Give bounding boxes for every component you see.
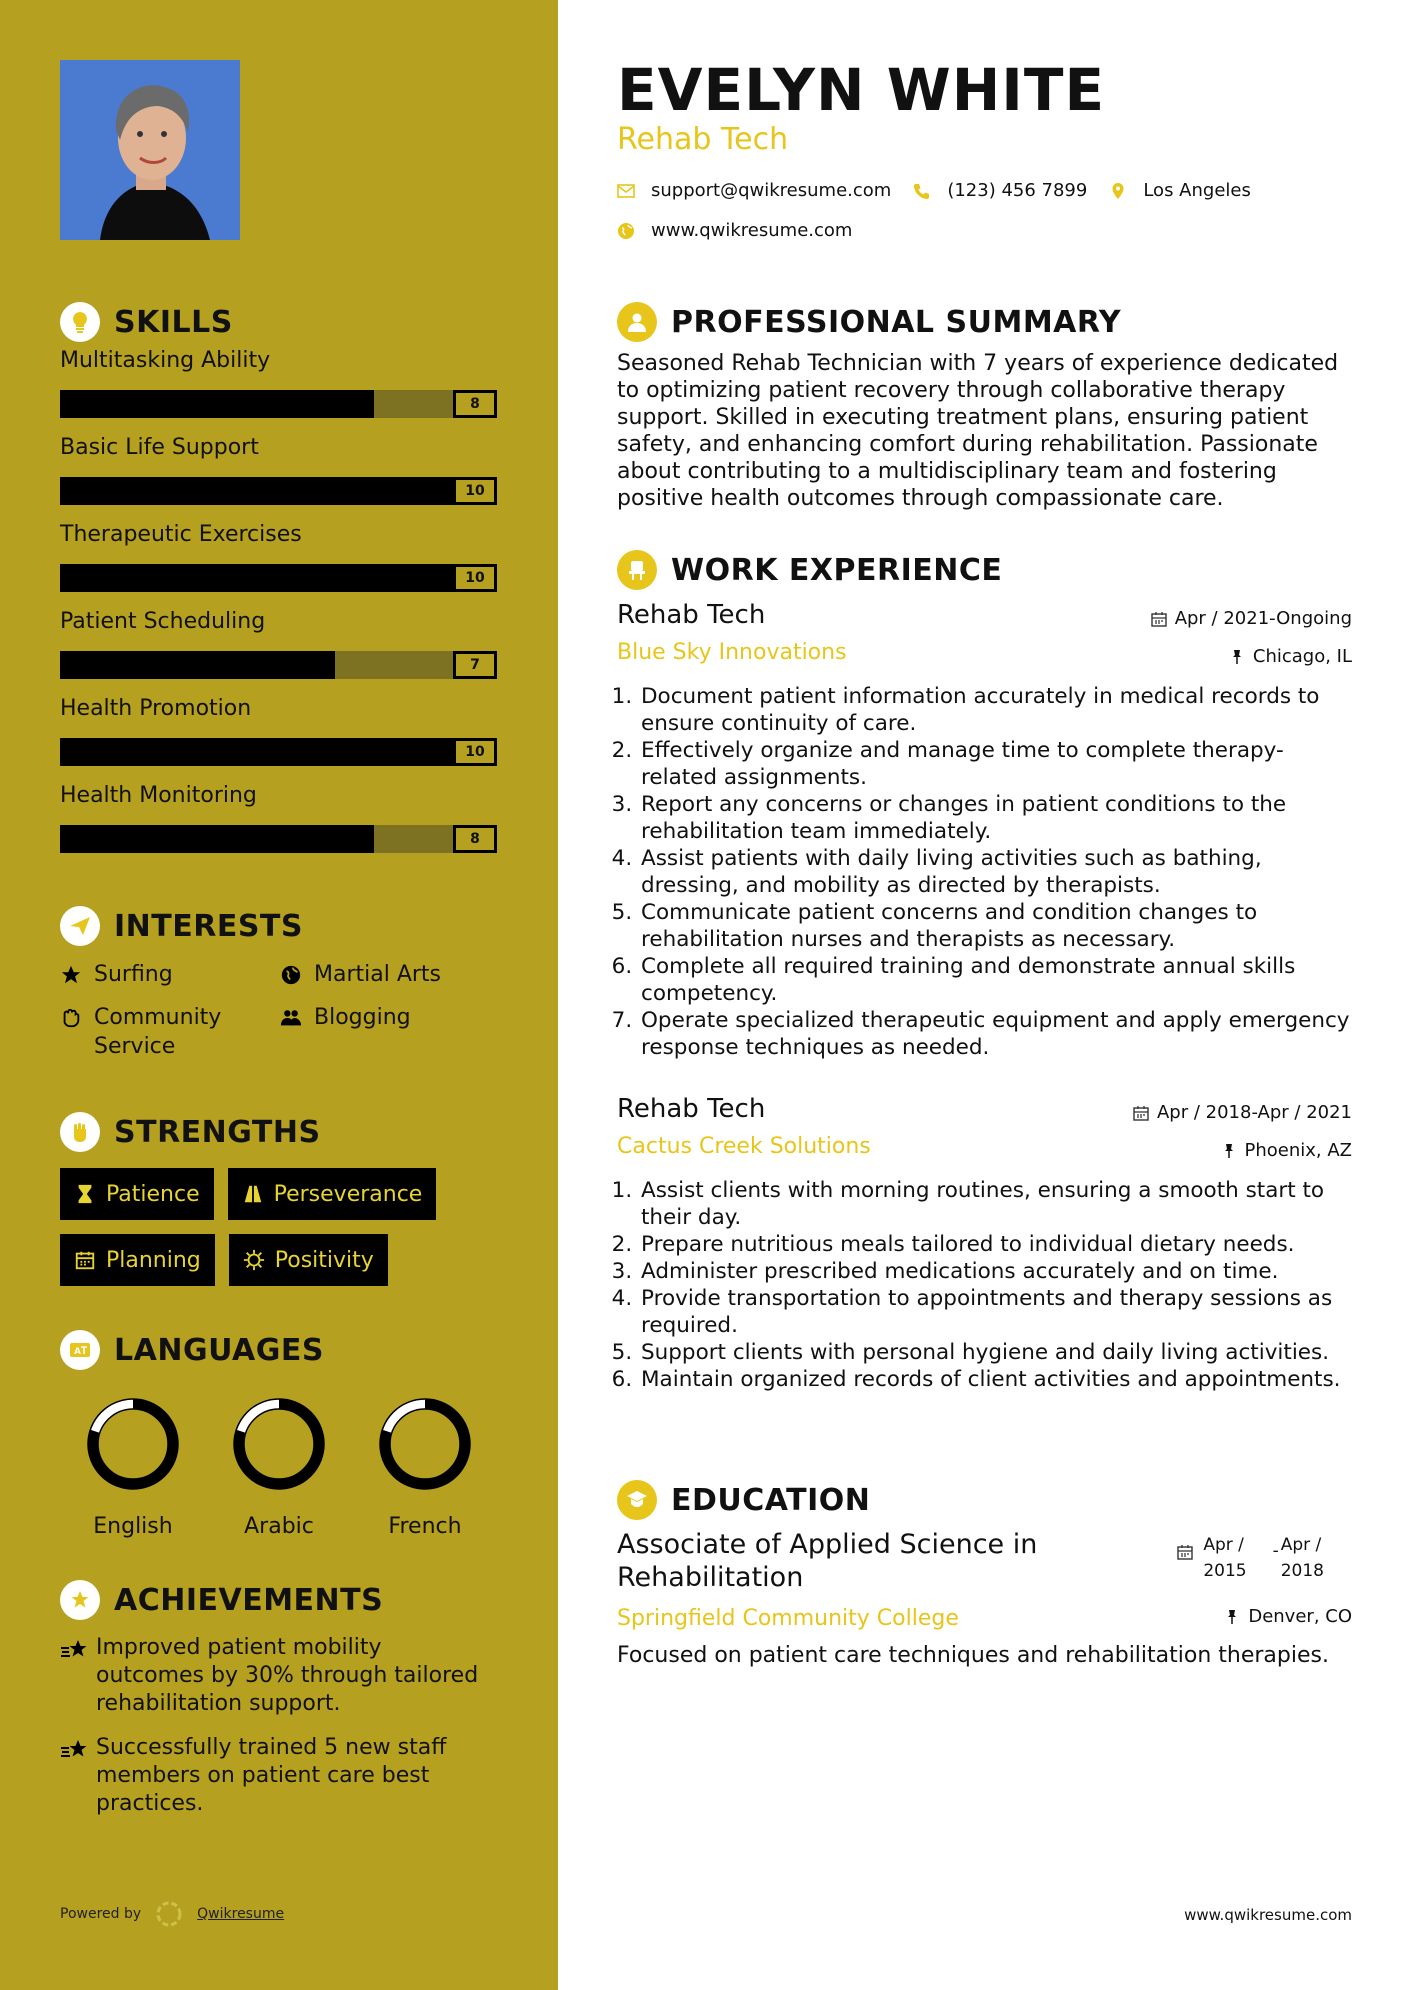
interest-label: Blogging xyxy=(314,1005,411,1030)
job-responsibilities xyxy=(617,683,1352,1061)
job-title: Rehab Tech xyxy=(617,1094,766,1124)
job-dates-text: Apr / 2018-Apr / 2021 xyxy=(1156,1102,1352,1123)
interests-list xyxy=(60,960,500,1061)
job-entry xyxy=(617,600,1352,1061)
job-dates-text: Apr / 2021-Ongoing xyxy=(1174,608,1352,629)
skills-list xyxy=(60,342,500,864)
globe-icon xyxy=(617,222,635,240)
skill-name: Basic Life Support xyxy=(60,435,259,460)
education-entry xyxy=(617,1528,1352,1668)
languages-list xyxy=(60,1396,500,1539)
achievement-text: Improved patient mobility outcomes by 30% through tailored rehabilitation support. xyxy=(96,1635,479,1716)
job-responsibilities xyxy=(617,1177,1352,1393)
achievement-item xyxy=(60,1734,500,1818)
calendar-icon xyxy=(1151,611,1167,627)
location-text: Los Angeles xyxy=(1143,180,1251,201)
language-item xyxy=(60,1396,206,1539)
job-dates xyxy=(1151,608,1352,629)
experience-title: WORK EXPERIENCE xyxy=(671,552,1003,588)
education-header xyxy=(617,1480,870,1520)
pin-icon xyxy=(1229,649,1245,665)
interest-item xyxy=(60,960,280,989)
responsibility-item: 4. Provide transportation to appointments and therapy sessions as required. xyxy=(639,1285,1352,1339)
interest-label: Surfing xyxy=(94,962,173,987)
interest-item xyxy=(60,1003,280,1061)
end-date xyxy=(1281,1532,1324,1584)
summary-title: PROFESSIONAL SUMMARY xyxy=(671,304,1122,340)
end-month: Apr / xyxy=(1280,1535,1322,1555)
powered-by-label: Powered by xyxy=(60,1906,142,1922)
summary-header xyxy=(617,302,1121,342)
hourglass-icon xyxy=(74,1183,96,1205)
skill-bar xyxy=(60,825,497,853)
interests-header xyxy=(60,906,500,946)
strength-label: Planning xyxy=(106,1247,201,1273)
envelope-icon xyxy=(617,182,635,200)
interest-label: Community Service xyxy=(94,1005,222,1059)
skill-bar-fill xyxy=(60,564,453,592)
summary-text: Seasoned Rehab Technician with 7 years of experience dedicated to optimizing patient recovery through collaborative therapy support. Skilled in executing treatment plans, ensuring patient safety, and enhancing comfort during rehabilitation. Passionate about contributing to a multidisciplinary team and fostering positive health outcomes through compassionate care. xyxy=(617,351,1339,511)
skill-bar-fill xyxy=(60,477,453,505)
job-title: Rehab Tech xyxy=(617,600,766,630)
strength-label: Perseverance xyxy=(273,1181,423,1207)
start-year: 2015 xyxy=(1203,1561,1247,1581)
sidebar xyxy=(0,0,558,1990)
language-name: Arabic xyxy=(244,1514,314,1539)
skills-title: SKILLS xyxy=(114,304,233,340)
interest-item xyxy=(280,960,500,989)
job-location xyxy=(1221,1140,1353,1161)
language-ring xyxy=(377,1396,473,1492)
skill-bar-fill xyxy=(60,738,453,766)
strength-label: Patience xyxy=(106,1181,200,1207)
map-pin-icon xyxy=(1109,182,1127,200)
calendar-icon xyxy=(1177,1544,1193,1560)
job-entry xyxy=(617,1094,1352,1393)
end-year: 2018 xyxy=(1280,1561,1324,1581)
skill-name: Health Monitoring xyxy=(60,783,257,808)
skill-bar xyxy=(60,738,497,766)
briefcase-chair-icon xyxy=(617,550,657,590)
achievements-header xyxy=(60,1580,500,1620)
star-icon xyxy=(60,960,86,989)
job-location-text: Chicago, IL xyxy=(1252,646,1352,667)
skill-score: 7 xyxy=(453,651,497,679)
strength-tag xyxy=(60,1234,215,1286)
responsibility-item: 3. Report any concerns or changes in patient conditions to the rehabilitation team immediately. xyxy=(639,791,1352,845)
languages-section xyxy=(60,1330,500,1539)
users-icon xyxy=(280,1003,306,1032)
strengths-section xyxy=(60,1112,500,1286)
interest-item xyxy=(280,1003,500,1061)
candidate-name: EVELYN WHITE xyxy=(617,56,1106,124)
fist-icon xyxy=(60,1112,100,1152)
skill-name: Health Promotion xyxy=(60,696,252,721)
skill-item xyxy=(60,342,500,429)
education-location-text: Denver, CO xyxy=(1248,1606,1352,1627)
graduate-icon xyxy=(617,1480,657,1520)
pin-icon xyxy=(1224,1609,1240,1625)
responsibility-item: 5. Communicate patient concerns and condition changes to rehabilitation nurses and therapists as necessary. xyxy=(639,899,1352,953)
responsibility-item: 1. Document patient information accurately in medical records to ensure continuity of care. xyxy=(639,683,1352,737)
achievements-title: ACHIEVEMENTS xyxy=(114,1582,384,1618)
svg-text:A: A xyxy=(74,1347,81,1357)
skill-item xyxy=(60,429,500,516)
skill-name: Multitasking Ability xyxy=(60,348,271,373)
experience-header xyxy=(617,550,1002,590)
education-location xyxy=(1224,1606,1352,1627)
language-item xyxy=(206,1396,352,1539)
skill-item xyxy=(60,603,500,690)
road-icon xyxy=(242,1183,264,1205)
skill-bar xyxy=(60,477,497,505)
profile-photo xyxy=(60,60,240,240)
skill-bar xyxy=(60,651,497,679)
strength-tag xyxy=(229,1234,388,1286)
achievements-section xyxy=(60,1580,500,1818)
calendar-icon xyxy=(1133,1105,1149,1121)
interests-title: INTERESTS xyxy=(114,908,303,944)
education-description: Focused on patient care techniques and rehabilitation therapies. xyxy=(617,1643,1329,1668)
contact-row xyxy=(617,180,1251,201)
strength-tag xyxy=(60,1168,214,1220)
responsibility-item: 5. Support clients with personal hygiene and daily living activities. xyxy=(639,1339,1352,1366)
skill-item xyxy=(60,516,500,603)
languages-title: LANGUAGES xyxy=(114,1332,324,1368)
qwikresume-logo-icon xyxy=(155,1900,183,1928)
shooting-star-icon xyxy=(60,1734,96,1766)
job-dates xyxy=(1133,1102,1352,1123)
shooting-star-icon xyxy=(60,1634,96,1666)
website-row xyxy=(617,220,852,241)
skill-bar-fill xyxy=(60,651,335,679)
skill-score: 10 xyxy=(453,477,497,505)
achievement-text: Successfully trained 5 new staff members on patient care best practices. xyxy=(96,1735,447,1816)
candidate-role: Rehab Tech xyxy=(617,122,789,157)
skills-header xyxy=(60,302,500,342)
interest-label: Martial Arts xyxy=(314,962,442,987)
language-name: French xyxy=(388,1514,462,1539)
responsibility-item: 2. Prepare nutritious meals tailored to individual dietary needs. xyxy=(639,1231,1352,1258)
education-title: EDUCATION xyxy=(671,1482,871,1518)
skill-score: 10 xyxy=(453,738,497,766)
phone-text[interactable]: (123) 456 7899 xyxy=(947,180,1088,201)
job-company: Blue Sky Innovations xyxy=(617,640,847,665)
strengths-title: STRENGTHS xyxy=(114,1114,321,1150)
responsibility-item: 2. Effectively organize and manage time to complete therapy-related assignments. xyxy=(639,737,1352,791)
skill-score: 8 xyxy=(453,825,497,853)
skill-score: 10 xyxy=(453,564,497,592)
language-item xyxy=(352,1396,498,1539)
hand-icon xyxy=(60,1003,86,1032)
responsibility-item: 3. Administer prescribed medications accurately and on time. xyxy=(639,1258,1352,1285)
language-ring xyxy=(85,1396,181,1492)
start-month: Apr / xyxy=(1203,1535,1244,1555)
paper-plane-icon xyxy=(60,906,100,946)
email-link[interactable]: support@qwikresume.com xyxy=(651,180,892,201)
job-location xyxy=(1229,646,1352,667)
skill-item xyxy=(60,690,500,777)
skill-item xyxy=(60,777,500,864)
skill-bar-fill xyxy=(60,825,374,853)
language-icon xyxy=(60,1330,100,1370)
skill-bar xyxy=(60,390,497,418)
skill-name: Patient Scheduling xyxy=(60,609,266,634)
job-company: Cactus Creek Solutions xyxy=(617,1134,871,1159)
interests-section xyxy=(60,906,500,1061)
responsibility-item: 1. Assist clients with morning routines, ensuring a smooth start to their day. xyxy=(639,1177,1352,1231)
responsibility-item: 6. Complete all required training and demonstrate annual skills competency. xyxy=(639,953,1352,1007)
pin-icon xyxy=(1221,1143,1237,1159)
strength-tag xyxy=(228,1168,437,1220)
start-date xyxy=(1203,1532,1246,1584)
education-dates xyxy=(1177,1532,1324,1584)
qwikresume-link[interactable]: Qwikresume xyxy=(197,1906,285,1922)
responsibility-item: 6. Maintain organized records of client activities and appointments. xyxy=(639,1366,1352,1393)
job-location-text: Phoenix, AZ xyxy=(1244,1140,1352,1161)
footer-url[interactable]: www.qwikresume.com xyxy=(1184,1906,1352,1924)
globe-icon xyxy=(280,960,306,989)
powered-by xyxy=(60,1900,284,1928)
languages-header xyxy=(60,1330,500,1370)
language-name: English xyxy=(93,1514,173,1539)
skills-section xyxy=(60,302,500,864)
skill-bar-fill xyxy=(60,390,374,418)
school-name: Springfield Community College xyxy=(617,1606,959,1631)
date-separator: - xyxy=(1272,1541,1279,1561)
skill-score: 8 xyxy=(453,390,497,418)
achievement-item xyxy=(60,1634,500,1718)
lightbulb-icon xyxy=(60,302,100,342)
strength-label: Positivity xyxy=(274,1247,374,1273)
language-ring xyxy=(231,1396,327,1492)
degree-title: Associate of Applied Science in Rehabilitation xyxy=(617,1529,1038,1593)
phone-icon xyxy=(913,182,931,200)
responsibility-item: 4. Assist patients with daily living activities such as bathing, dressing, and mobility as directed by therapists. xyxy=(639,845,1352,899)
strengths-list xyxy=(60,1168,490,1286)
skill-bar xyxy=(60,564,497,592)
calendar-icon xyxy=(74,1249,96,1271)
star-badge-icon xyxy=(60,1580,100,1620)
skill-name: Therapeutic Exercises xyxy=(60,522,302,547)
user-icon xyxy=(617,302,657,342)
strengths-header xyxy=(60,1112,500,1152)
website-link[interactable]: www.qwikresume.com xyxy=(651,220,853,241)
responsibility-item: 7. Operate specialized therapeutic equipment and apply emergency response techniques as needed. xyxy=(639,1007,1352,1061)
sun-icon xyxy=(243,1249,265,1271)
